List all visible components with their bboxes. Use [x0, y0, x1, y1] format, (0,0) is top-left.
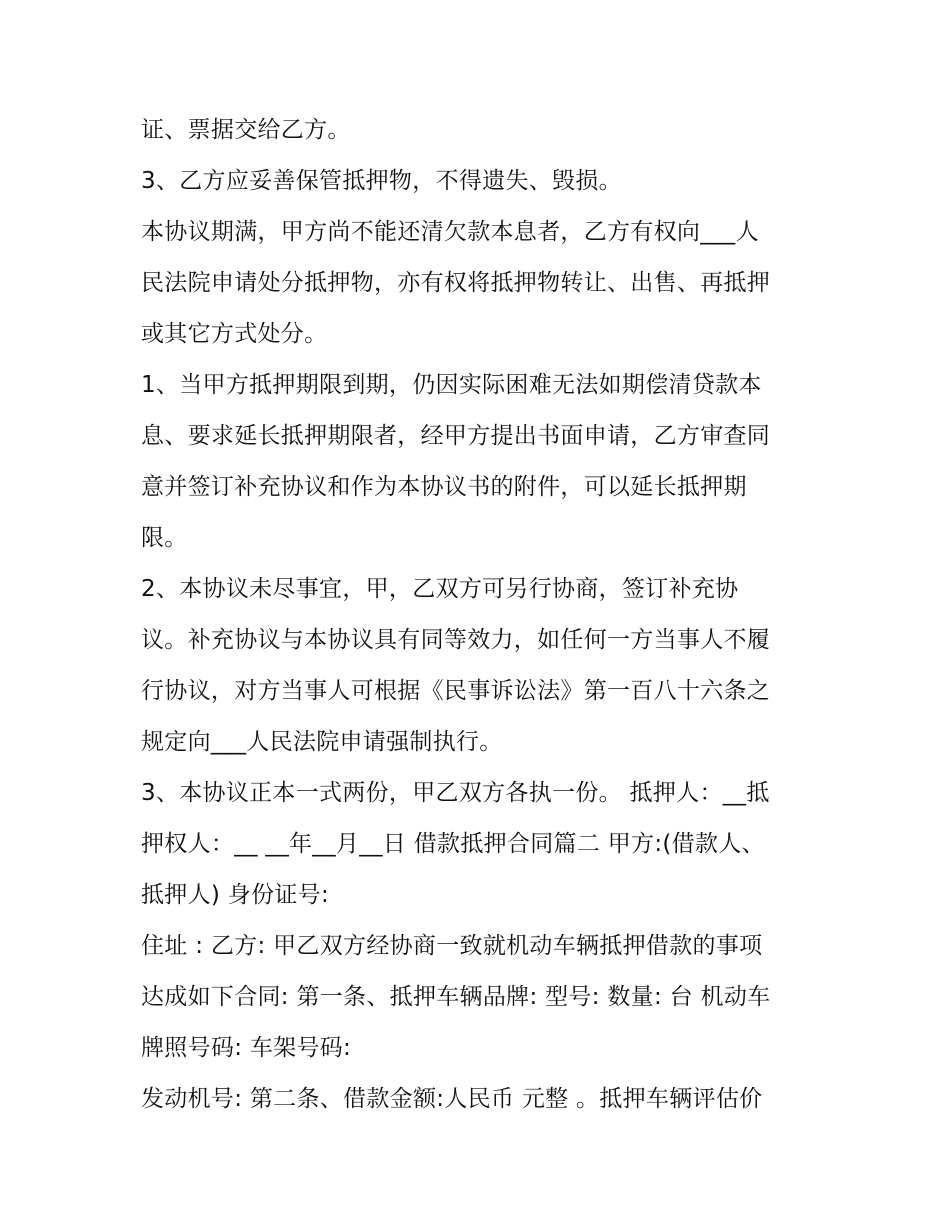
text-line: 发动机号: 第二条、借款金额:人民币 元整 。抵押车辆评估价 [141, 1086, 763, 1112]
text-line: 民法院申请处分抵押物，亦有权将抵押物转让、出售、再抵押 [141, 270, 771, 296]
text-line: 牌照号码: 车架号码: [141, 1035, 352, 1061]
text-line: 限。 [141, 525, 188, 551]
text-line: 押权人：__ __年__月__日 借款抵押合同篇二 甲方:(借款人、 [141, 831, 765, 857]
text-line: 达成如下合同: 第一条、抵押车辆品牌: 型号: 数量: 台 机动车 [141, 984, 771, 1010]
text-line: 3、乙方应妥善保管抵押物，不得遗失、毁损。 [141, 168, 622, 194]
text-line: 2、本协议未尽事宜，甲，乙双方可另行协商，签订补充协 [141, 576, 739, 602]
text-line: 议。补充协议与本协议具有同等效力，如任何一方当事人不履 [141, 627, 771, 653]
text-line: 意并签订补充协议和作为本协议书的附件，可以延长抵押期 [141, 474, 747, 500]
document-body [141, 105, 821, 1125]
text-line: 或其它方式处分。 [141, 321, 328, 347]
text-line: 本协议期满，甲方尚不能还清欠款本息者，乙方有权向___人 [141, 219, 759, 245]
text-line: 住址 : 乙方: 甲乙双方经协商一致就机动车辆抵押借款的事项 [141, 933, 763, 959]
text-line: 抵押人) 身份证号: [141, 882, 330, 908]
text-line: 行协议，对方当事人可根据《民事诉讼法》第一百八十六条之 [141, 678, 771, 704]
text-line: 3、本协议正本一式两份，甲乙双方各执一份。 抵押人：__抵 [141, 780, 770, 806]
text-line: 1、当甲方抵押期限到期，仍因实际困难无法如期偿清贷款本 [141, 372, 762, 398]
text-line: 规定向___人民法院申请强制执行。 [141, 729, 503, 755]
text-line: 证、票据交给乙方。 [141, 117, 351, 143]
text-line: 息、要求延长抵押期限者，经甲方提出书面申请，乙方审查同 [141, 423, 771, 449]
